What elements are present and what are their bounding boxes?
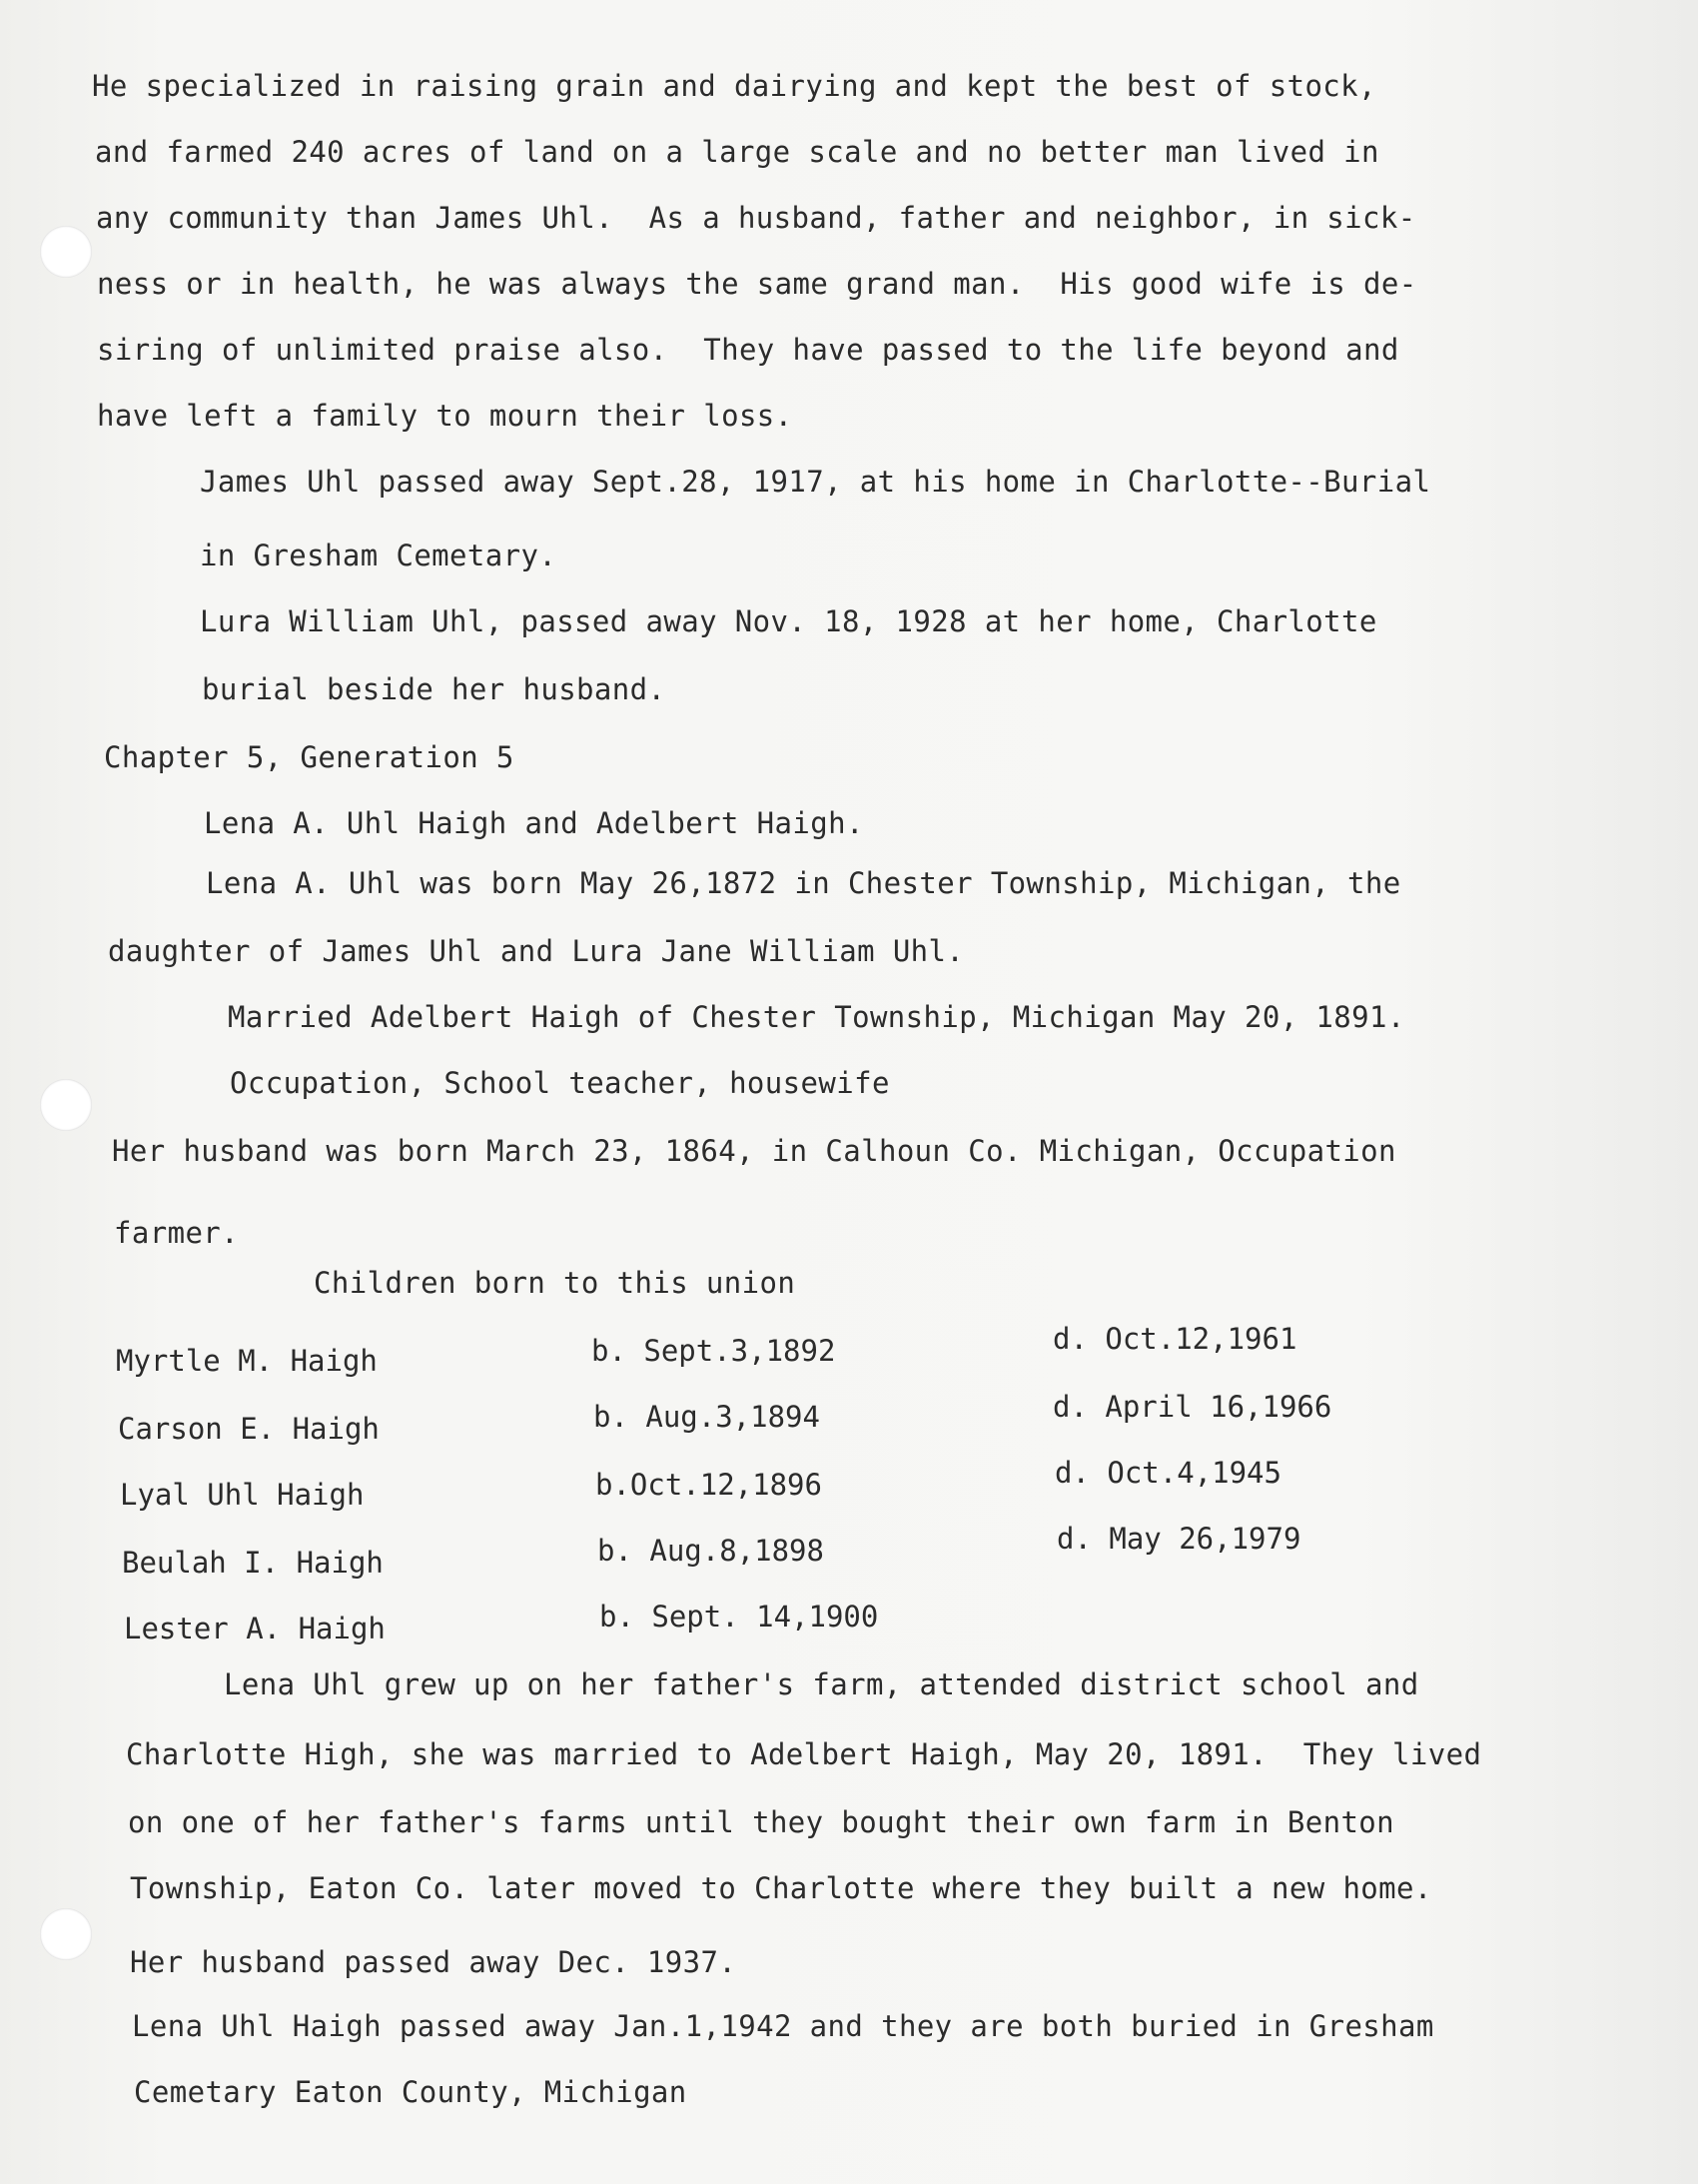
chapter-heading: Chapter 5, Generation 5 <box>104 740 514 774</box>
child-died: d. April 16,1966 <box>1053 1390 1332 1424</box>
birth-line: Lena A. Uhl was born May 26,1872 in Chester Township, Michigan, the <box>206 866 1401 900</box>
married-line: Married Adelbert Haigh of Chester Township, Michigan May 20, 1891. <box>228 1000 1405 1034</box>
husband-line: Her husband was born March 23, 1864, in Calhoun Co. Michigan, Occupation <box>112 1134 1396 1168</box>
child-name: Myrtle M. Haigh <box>116 1344 378 1378</box>
james-death-line: James Uhl passed away Sept.28, 1917, at his home in Charlotte--Burial <box>200 465 1431 499</box>
punch-hole <box>40 1079 92 1131</box>
subject-title: Lena A. Uhl Haigh and Adelbert Haigh. <box>204 806 864 840</box>
final-line: Lena Uhl Haigh passed away Jan.1,1942 and they are both buried in Gresham <box>132 2009 1434 2043</box>
child-died: d. May 26,1979 <box>1057 1522 1301 1556</box>
lura-death-line: Lura William Uhl, passed away Nov. 18, 1928 at her home, Charlotte <box>200 604 1377 638</box>
closing-line: Lena Uhl grew up on her father's farm, attended district school and <box>224 1667 1419 1701</box>
child-born: b. Aug.3,1894 <box>593 1400 820 1434</box>
james-death-line: in Gresham Cemetary. <box>200 539 557 572</box>
child-born: b.Oct.12,1896 <box>595 1468 822 1502</box>
children-heading: Children born to this union <box>314 1266 796 1300</box>
intro-line: He specialized in raising grain and dairying and kept the best of stock, <box>92 69 1376 103</box>
intro-line: any community than James Uhl. As a husband, father and neighbor, in sick- <box>96 201 1416 235</box>
intro-line: have left a family to mourn their loss. <box>97 399 793 433</box>
birth-line: daughter of James Uhl and Lura Jane William Uhl. <box>108 934 965 968</box>
closing-line: on one of her father's farms until they bought their own farm in Benton <box>128 1805 1395 1839</box>
punch-hole <box>40 1908 92 1960</box>
child-born: b. Aug.8,1898 <box>597 1534 824 1568</box>
child-born: b. Sept. 14,1900 <box>599 1600 879 1634</box>
closing-line: Township, Eaton Co. later moved to Charlotte where they built a new home. <box>130 1871 1432 1905</box>
child-born: b. Sept.3,1892 <box>591 1334 836 1368</box>
intro-line: siring of unlimited praise also. They have passed to the life beyond and <box>97 333 1399 367</box>
final-line: Cemetary Eaton County, Michigan <box>134 2075 687 2109</box>
intro-line: ness or in health, he was always the same grand man. His good wife is de- <box>97 267 1417 301</box>
closing-line: Charlotte High, she was married to Adelbert Haigh, May 20, 1891. They lived <box>126 1737 1482 1771</box>
husband-line: farmer. <box>114 1216 240 1250</box>
intro-line: and farmed 240 acres of land on a large scale and no better man lived in <box>95 135 1379 169</box>
occupation-line: Occupation, School teacher, housewife <box>230 1066 890 1100</box>
child-name: Beulah I. Haigh <box>122 1546 384 1580</box>
child-died: d. Oct.4,1945 <box>1055 1456 1281 1490</box>
child-name: Carson E. Haigh <box>118 1412 380 1446</box>
lura-death-line: burial beside her husband. <box>202 672 666 706</box>
closing-line: Her husband passed away Dec. 1937. <box>130 1945 737 1979</box>
punch-hole <box>40 226 92 278</box>
child-name: Lester A. Haigh <box>124 1612 386 1645</box>
child-name: Lyal Uhl Haigh <box>120 1478 365 1512</box>
child-died: d. Oct.12,1961 <box>1053 1322 1297 1356</box>
